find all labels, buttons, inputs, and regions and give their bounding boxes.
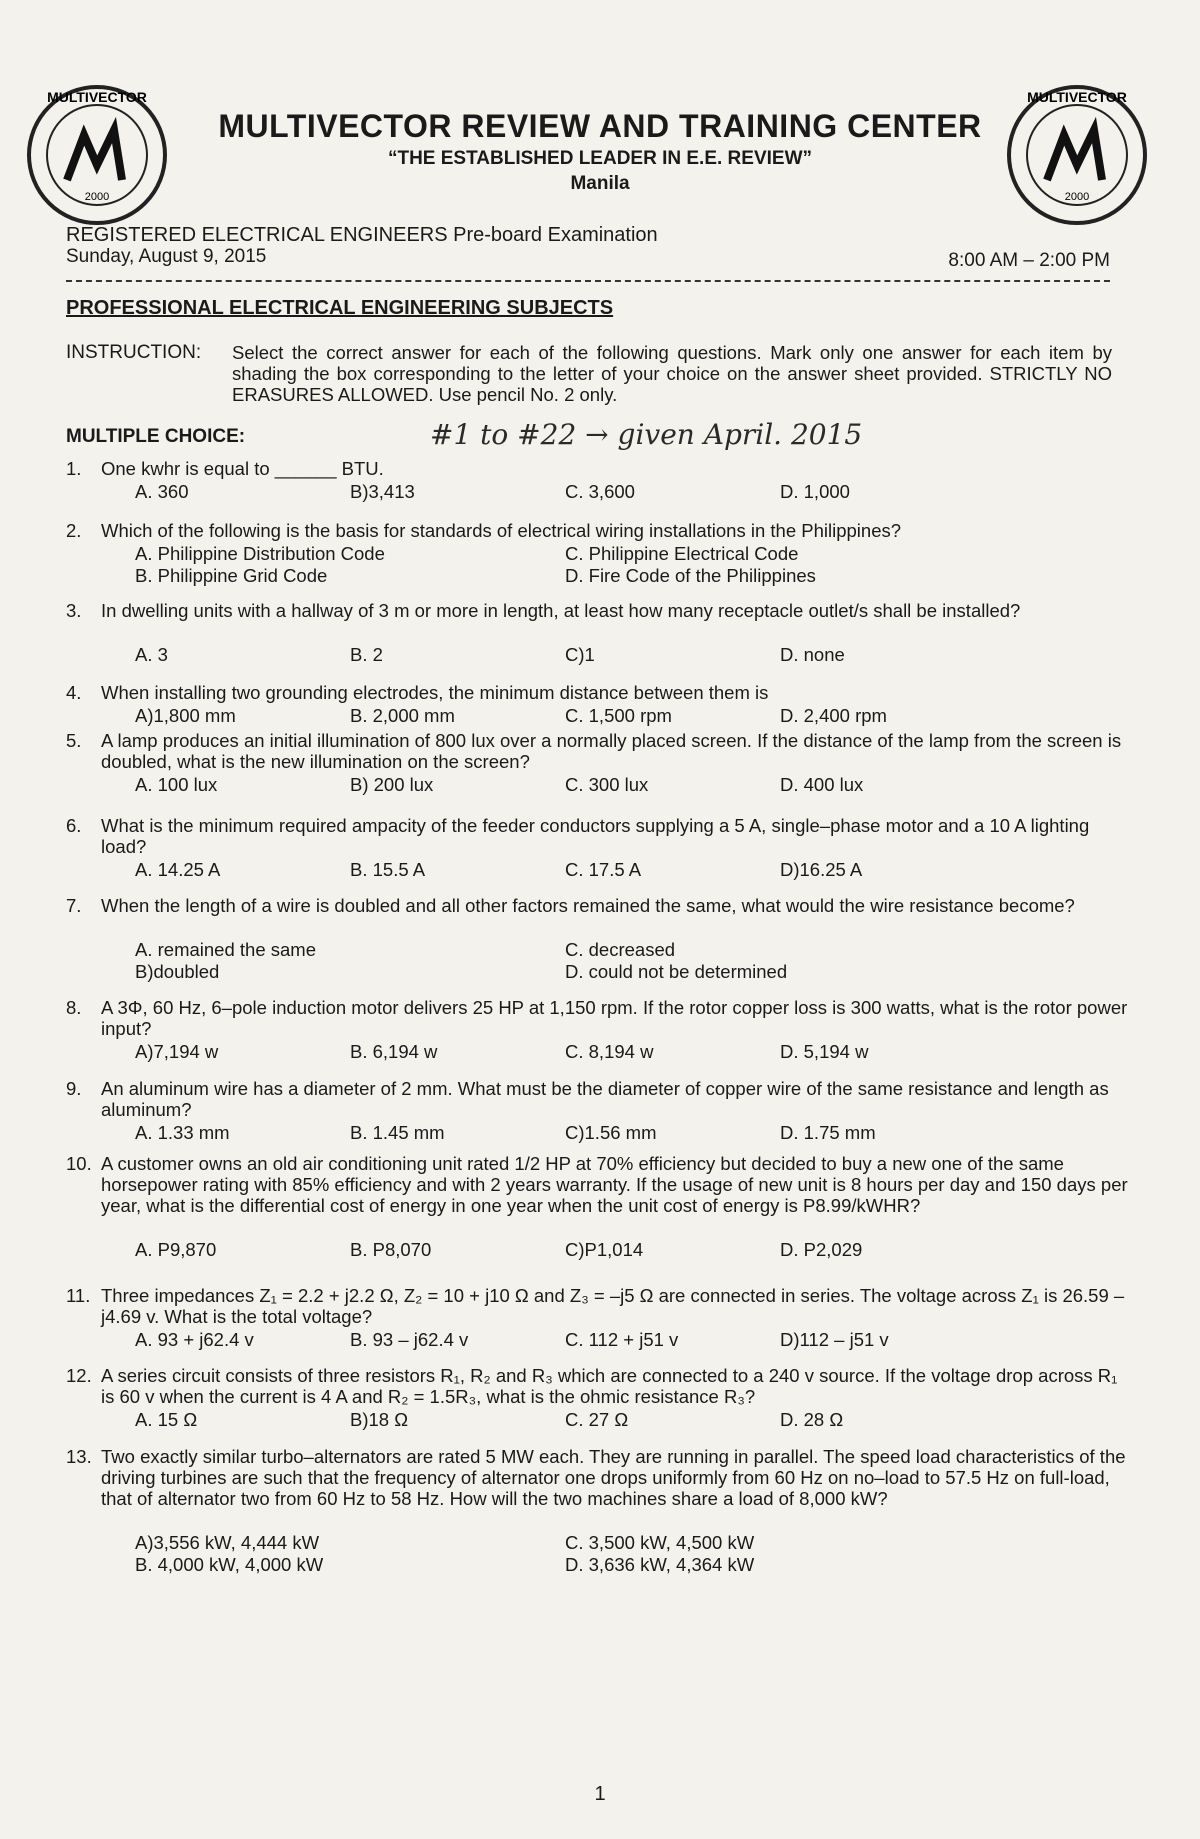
option-c: C)P1,014 — [565, 1239, 644, 1260]
question-text: In dwelling units with a hallway of 3 m or more in length, at least how many receptacle outlet/s shall be installed? — [101, 600, 1021, 621]
question-5 — [66, 730, 1130, 772]
option-b: C. 3,500 kW, 4,500 kW — [565, 1532, 755, 1553]
question-8 — [66, 997, 1130, 1039]
question-7 — [66, 895, 1130, 916]
question-2 — [66, 520, 1130, 541]
exam-date: Sunday, August 9, 2015 — [66, 246, 267, 267]
page-number: 1 — [594, 1783, 606, 1805]
question-number: 2. — [66, 520, 82, 541]
question-11 — [66, 1285, 1130, 1327]
question-number: 1. — [66, 458, 82, 479]
option-a: A. Philippine Distribution Code — [135, 543, 385, 564]
option-d: D. 28 Ω — [780, 1409, 844, 1430]
question-text: A lamp produces an initial illumination of 800 lux over a normally placed screen. If the distance of the lamp from the screen is doubled, what is the new illumination on the screen? — [101, 730, 1122, 772]
instruction-label: INSTRUCTION: — [66, 342, 202, 363]
option-b: C. Philippine Electrical Code — [565, 543, 799, 564]
option-a: A. remained the same — [135, 939, 316, 960]
option-c: C. 1,500 rpm — [565, 705, 672, 726]
option-a: A)1,800 mm — [135, 705, 236, 726]
option-c: C. 3,600 — [565, 481, 635, 502]
option-b: B)3,413 — [350, 481, 415, 502]
question-4 — [66, 682, 1130, 703]
question-9 — [66, 1078, 1130, 1120]
seal-left-year: 2000 — [84, 191, 110, 203]
option-c: B)doubled — [135, 961, 220, 982]
option-d: D. 5,194 w — [780, 1041, 869, 1062]
instruction-text: Select the correct answer for each of the following questions. Mark only one answer for each item by shading the box corresponding to the letter of your choice on the answer sheet provided. STRICTLY NO ERASURES ALLOWED. Use pencil No. 2 only. — [232, 342, 1112, 405]
option-d: D. Fire Code of the Philippines — [565, 565, 816, 586]
option-d: D. 3,636 kW, 4,364 kW — [565, 1554, 755, 1575]
question-1 — [66, 458, 1130, 479]
option-d: D. 400 lux — [780, 774, 864, 795]
handwritten-note: #1 to #22 → given April. 2015 — [430, 418, 863, 451]
option-b: B. P8,070 — [350, 1239, 432, 1260]
option-c: C)1 — [565, 644, 595, 665]
option-a: A. 360 — [135, 481, 189, 502]
question-6 — [66, 815, 1130, 857]
question-text: One kwhr is equal to ______ BTU. — [101, 458, 384, 479]
question-number: 7. — [66, 895, 82, 916]
exam-name: REGISTERED ELECTRICAL ENGINEERS Pre-board Examination — [66, 224, 658, 246]
option-b: B. 93 – j62.4 v — [350, 1329, 469, 1350]
option-d: D. 2,400 rpm — [780, 705, 887, 726]
question-text: Two exactly similar turbo–alternators are rated 5 MW each. They are running in parallel. The speed load characteristics of the driving turbines are such that the frequency of alternator one drops uniformly from 60 Hz on no–load to 57.5 Hz on full-load, that of alternator two from 60 Hz to 58 Hz. How will the two machines share a load of 8,000 kW? — [101, 1446, 1126, 1509]
option-b: C. decreased — [565, 939, 676, 960]
option-c: C. 27 Ω — [565, 1409, 629, 1430]
question-number: 13. — [66, 1446, 92, 1467]
seal-right-year: 2000 — [1064, 191, 1090, 203]
option-c: C. 300 lux — [565, 774, 649, 795]
option-b: B. 6,194 w — [350, 1041, 438, 1062]
question-text: When the length of a wire is doubled and all other factors remained the same, what would the wire resistance become? — [101, 895, 1075, 916]
question-10 — [66, 1153, 1130, 1216]
option-c: C)1.56 mm — [565, 1122, 657, 1143]
option-c: C. 17.5 A — [565, 859, 642, 880]
option-a: A. 93 + j62.4 v — [135, 1329, 254, 1350]
question-number: 5. — [66, 730, 82, 751]
question-number: 12. — [66, 1365, 92, 1386]
option-b: B)18 Ω — [350, 1409, 409, 1430]
city: Manila — [570, 173, 630, 194]
option-a: A. 3 — [135, 644, 168, 665]
option-c: B. 4,000 kW, 4,000 kW — [135, 1554, 324, 1575]
tagline: “THE ESTABLISHED LEADER IN E.E. REVIEW” — [387, 148, 813, 169]
option-b: B. 2,000 mm — [350, 705, 455, 726]
option-a: A. 100 lux — [135, 774, 218, 795]
option-d: D. 1.75 mm — [780, 1122, 876, 1143]
question-text: A 3Φ, 60 Hz, 6–pole induction motor delivers 25 HP at 1,150 rpm. If the rotor copper loss is 300 watts, what is the rotor power input? — [101, 997, 1128, 1039]
question-text: An aluminum wire has a diameter of 2 mm. What must be the diameter of copper wire of the same resistance and length as aluminum? — [101, 1078, 1109, 1120]
question-12 — [66, 1365, 1130, 1407]
option-b: B. 15.5 A — [350, 859, 426, 880]
option-d: D. could not be determined — [565, 961, 788, 982]
exam-time: 8:00 AM – 2:00 PM — [948, 250, 1110, 271]
multiple-choice-label: MULTIPLE CHOICE: — [66, 426, 246, 447]
question-text: When installing two grounding electrodes, the minimum distance between them is — [101, 682, 769, 703]
option-b: B. 1.45 mm — [350, 1122, 445, 1143]
option-d: D)112 – j51 v — [780, 1329, 889, 1350]
question-text: Three impedances Z₁ = 2.2 + j2.2 Ω, Z₂ = 10 + j10 Ω and Z₃ = –j5 Ω are connected in series. The voltage across Z₁ is 26.59 – j4.69 v. What is the total voltage? — [101, 1285, 1125, 1327]
question-number: 8. — [66, 997, 82, 1018]
question-text: A customer owns an old air conditioning unit rated 1/2 HP at 70% efficiency but decided to buy a new one of the same horsepower rating with 85% efficiency and with 2 years warranty. If the usage of new unit is 8 hours per day and 150 days per year, what is the differential cost of energy in one year when the unit cost of energy is P8.99/kWHR? — [101, 1153, 1128, 1216]
option-d: D. none — [780, 644, 845, 665]
question-number: 10. — [66, 1153, 92, 1174]
center-title: MULTIVECTOR REVIEW AND TRAINING CENTER — [218, 108, 982, 144]
question-text: Which of the following is the basis for standards of electrical wiring installations in the Philippines? — [101, 520, 902, 541]
option-b: B) 200 lux — [350, 774, 434, 795]
option-a: A. 14.25 A — [135, 859, 221, 880]
divider — [66, 280, 1110, 282]
option-a: A)7,194 w — [135, 1041, 219, 1062]
question-text: What is the minimum required ampacity of the feeder conductors supplying a 5 A, single–phase motor and a 10 A lighting load? — [101, 815, 1090, 857]
option-d: D. P2,029 — [780, 1239, 863, 1260]
question-number: 4. — [66, 682, 82, 703]
option-c: B. Philippine Grid Code — [135, 565, 328, 586]
option-a: A. 15 Ω — [135, 1409, 198, 1430]
option-c: C. 8,194 w — [565, 1041, 654, 1062]
option-a: A. P9,870 — [135, 1239, 217, 1260]
question-13 — [66, 1446, 1130, 1509]
question-number: 11. — [66, 1285, 91, 1306]
question-number: 3. — [66, 600, 82, 621]
question-number: 9. — [66, 1078, 82, 1099]
option-b: B. 2 — [350, 644, 383, 665]
seal-left-text: MULTIVECTOR — [47, 89, 147, 105]
option-c: C. 112 + j51 v — [565, 1329, 679, 1350]
option-a: A)3,556 kW, 4,444 kW — [135, 1532, 320, 1553]
question-3 — [66, 600, 1130, 621]
option-d: D)16.25 A — [780, 859, 863, 880]
question-number: 6. — [66, 815, 82, 836]
option-a: A. 1.33 mm — [135, 1122, 230, 1143]
seal-right-text: MULTIVECTOR — [1027, 89, 1127, 105]
subject-title: PROFESSIONAL ELECTRICAL ENGINEERING SUBJECTS — [66, 297, 614, 319]
question-text: A series circuit consists of three resistors R₁, R₂ and R₃ which are connected to a 240 v source. If the voltage drop across R₁ is 60 v when the current is 4 A and R₂ = 1.5R₃, what is the ohmic resistance R₃? — [101, 1365, 1118, 1407]
option-d: D. 1,000 — [780, 481, 850, 502]
